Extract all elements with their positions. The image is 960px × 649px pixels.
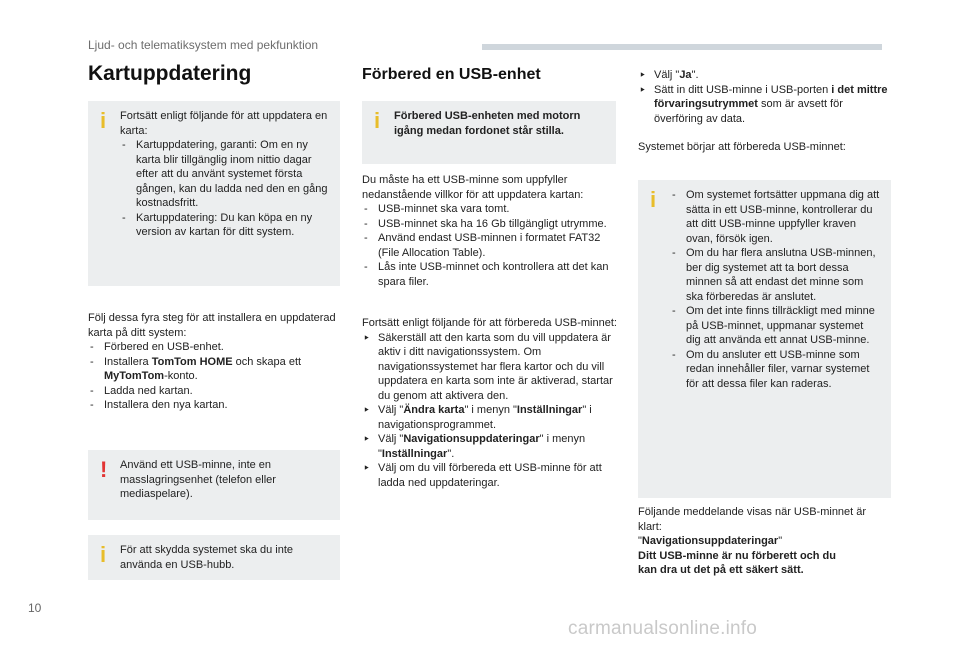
info-text: För att skydda systemet ska du inte använda en USB-hubb. (120, 544, 294, 571)
usb-requirements (362, 173, 616, 289)
list-item: - Ladda ned kartan. (88, 384, 340, 399)
info-box-prepare (362, 101, 616, 164)
warning-box (88, 450, 340, 520)
list-item: ‣ Säkerställ att den karta som du vill uppdatera är aktiv i ditt navigationssystem. Om navigationssystemet har flera kartor och du vill uppdatera en karta som inte är aktiverad, startar du genom att aktivera den. (362, 331, 618, 404)
info-box-usb-hub (88, 535, 340, 580)
list-item: ‣ Välj "Ändra karta" i menyn "Inställningar" i navigationsprogrammet. (362, 403, 618, 432)
info-box-map-update (88, 101, 340, 286)
info-icon: i (100, 542, 107, 567)
final-intro: Följande meddelande visas när USB-minnet är klart: (638, 506, 867, 533)
info-text: Förbered USB-enheten med motorn igång medan fordonet står stilla. (394, 110, 581, 137)
list-item: - Installera TomTom HOME och skapa ett MyTomTom-konto. (88, 355, 340, 384)
watermark: carmanualsonline.info (568, 618, 758, 639)
prep-intro: Fortsätt enligt följande för att förbereda USB-minnet: (362, 317, 617, 329)
list-item: - Om systemet fortsätter uppmana dig att sätta in ett USB-minne, kontrollerar du att ditt USB-minne uppfyller kraven ovan, försök igen. (670, 188, 881, 246)
page-title: Kartuppdatering (88, 62, 252, 85)
usb-prep-steps (362, 316, 618, 490)
info-icon: i (650, 187, 657, 212)
list-item: - Lås inte USB-minnet och kontrollera att det kan spara filer. (362, 260, 616, 289)
section-title: Förbered en USB-enhet (362, 66, 541, 83)
header-bar (482, 44, 882, 50)
final-title: "Navigationsuppdateringar" (638, 535, 783, 547)
list-item: - Installera den nya kartan. (88, 398, 340, 413)
info-box-intro: Fortsätt enligt följande för att uppdatera en karta: (120, 110, 328, 137)
info-box-system-messages (638, 180, 891, 498)
list-item: - Förbered en USB-enhet. (88, 340, 340, 355)
list-item: ‣ Välj "Navigationsuppdateringar" i menyn "Inställningar". (362, 432, 618, 461)
list-item: ‣ Välj om du vill förbereda ett USB-minne för att ladda ned uppdateringar. (362, 461, 618, 490)
list-item: - USB-minnet ska vara tomt. (362, 202, 616, 217)
list-item: - Kartuppdatering: Du kan köpa en ny version av kartan för ditt system. (120, 211, 330, 240)
info-icon: i (374, 108, 381, 133)
section-header: Ljud- och telematiksystem med pekfunktion (88, 38, 319, 52)
system-text: Systemet börjar att förbereda USB-minnet: (638, 141, 846, 153)
list-item: - Om det inte finns tillräckligt med minne på USB-minnet, uppmanar systemet dig att använda ett annat USB-minne. (670, 304, 881, 348)
list-item: - Använd endast USB-minnen i formatet FAT32 (File Allocation Table). (362, 231, 616, 260)
install-steps (88, 311, 340, 413)
steps-intro: Följ dessa fyra steg för att installera en uppdaterad karta på ditt system: (88, 312, 336, 339)
list-item: - Om du har flera anslutna USB-minnen, ber dig systemet att ta bort dessa minnen så att endast det minne som ska förberedas är anslutet. (670, 246, 881, 304)
list-item: - Kartuppdatering, garanti: Om en ny karta blir tillgänglig inom nittio dagar efter att du använt systemet första gången, kan du ladda ned den en gång kostnadsfritt. (120, 138, 330, 211)
page-number: 10 (28, 601, 42, 615)
warning-text: Använd ett USB-minne, inte en masslagringsenhet (telefon eller mediaspelare). (120, 459, 276, 500)
list-item: - USB-minnet ska ha 16 Gb tillgängligt utrymme. (362, 217, 616, 232)
list-item: ‣ Sätt in ditt USB-minne i USB-porten i det mittre förvaringsutrymmet som är avsett för överföring av data. (638, 83, 888, 127)
requirements-intro: Du måste ha ett USB-minne som uppfyller nedanstående villkor för att uppdatera kartan: (362, 174, 584, 201)
final-message (638, 505, 888, 578)
list-item: ‣ Välj "Ja". (638, 68, 888, 83)
final-msg: Ditt USB-minne är nu förberett och du kan dra ut det på ett säkert sätt. (638, 549, 836, 576)
list-item: - Om du ansluter ett USB-minne som redan innehåller filer, varnar systemet för att dessa filer kan raderas. (670, 348, 881, 392)
select-steps (638, 68, 888, 126)
info-icon: i (100, 108, 107, 133)
warning-icon: ! (100, 457, 108, 482)
